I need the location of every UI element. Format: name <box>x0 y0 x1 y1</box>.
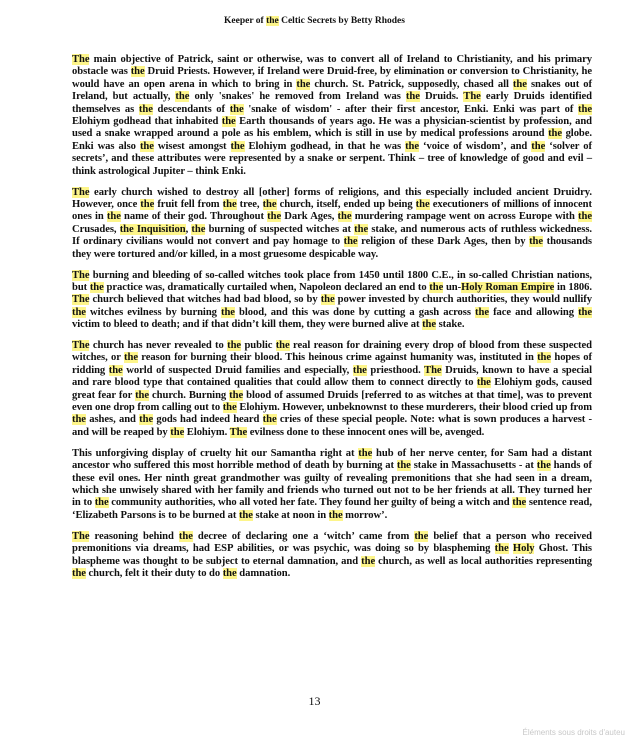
page-number: 13 <box>308 694 321 708</box>
search-highlight: the <box>130 66 145 78</box>
search-highlight: the <box>222 402 237 414</box>
search-highlight: the <box>578 211 592 223</box>
search-highlight: the <box>531 140 546 152</box>
search-highlight: the <box>191 223 206 235</box>
search-highlight: the <box>222 198 237 210</box>
search-highlight: the <box>238 509 253 521</box>
search-highlight: the <box>72 567 86 579</box>
search-highlight: the <box>475 306 489 318</box>
search-highlight: the <box>89 281 104 293</box>
search-highlight: the <box>178 530 193 542</box>
search-highlight: the <box>267 211 282 223</box>
search-highlight: The <box>72 54 90 65</box>
search-highlight: the <box>135 389 150 401</box>
search-highlight: the <box>230 140 245 152</box>
search-highlight: The <box>229 426 248 438</box>
search-highlight: the <box>227 340 242 352</box>
search-highlight: the <box>414 530 429 542</box>
search-highlight: the <box>537 352 552 364</box>
search-highlight: the <box>229 389 244 401</box>
search-highlight: the <box>578 306 593 318</box>
paragraph: The early church wished to destroy all [other] forms of religions, and this especially included ancient Druidry. However, once the fruit fell from the tree, the church, itself, ended up being the executioners of millions of innocent ones in the name of their god. Throughout the Dark Ages, the murdering rampage went on across Europe with the Crusades, the Inquisition, the burning of suspected witches at the stake, and numerous acts of ruthless wickedness. If ordinary civilians would not convert and pay homage to the religion of these Dark Ages, then by the thousands they were tortured and/or killed, in a most gruesome despicable way. <box>72 186 592 260</box>
search-highlight: the <box>229 103 244 115</box>
search-highlight: the <box>343 236 358 248</box>
search-highlight: the <box>578 103 592 115</box>
search-highlight: the <box>361 555 376 567</box>
search-highlight: the <box>405 91 420 103</box>
copyright-footer: Éléments sous droits d'auteu <box>522 728 625 737</box>
paragraph: The burning and bleeding of so-called witches took place from 1450 until 1800 C.E., in so-called Christian nations, but the practice was, dramatically curtailed when, Napoleon declared an end to the un-Holy Roman Empire in 1806. The church believed that witches had bad blood, so by the power invested by church authorities, they would nullify the witches evilness by burning the blood, and this was done by cutting a gash across the face and allowing the victim to bleed to death; and if that didn’t kill them, they were burned alive at the stake. <box>72 269 593 331</box>
search-highlight: the <box>138 103 153 115</box>
search-highlight: the <box>415 198 430 210</box>
search-highlight: The <box>424 364 442 376</box>
search-highlight: the <box>296 78 311 90</box>
search-highlight: the <box>266 16 279 26</box>
search-highlight: the <box>429 281 444 293</box>
search-highlight: the <box>94 497 109 509</box>
search-highlight: the <box>529 236 544 248</box>
search-highlight: The <box>72 186 90 198</box>
paragraph: The reasoning behind the decree of declaring one a ‘witch’ came from the belief that a person who received premonitions via dreams, had ESP abilities, or was psychic, was doing so by blaspheming the Holy Ghost. This blaspheme was thought to be subject to eternal damnation, and the church, as well as local authorities representing the church, felt it their duty to do the damnation. <box>72 530 593 579</box>
header-text: Celtic Secrets by Betty Rhodes <box>278 16 405 26</box>
search-highlight: the <box>72 306 86 318</box>
search-highlight: the <box>512 497 527 509</box>
search-highlight: Holy Roman Empire <box>461 281 555 293</box>
search-highlight: the <box>222 567 237 579</box>
search-highlight: the <box>328 509 343 521</box>
search-highlight: the <box>221 306 235 318</box>
search-highlight: the <box>358 447 373 459</box>
header-text: Keeper of <box>224 16 267 26</box>
search-highlight: the <box>512 78 527 90</box>
search-highlight: the <box>396 460 411 472</box>
search-highlight: the <box>337 211 352 223</box>
search-highlight: the <box>536 460 551 472</box>
body-text <box>72 54 592 589</box>
search-highlight: the <box>124 352 138 364</box>
search-highlight: the <box>354 223 369 235</box>
search-highlight: the <box>476 377 491 389</box>
search-highlight: the <box>548 128 563 140</box>
paragraph: The main objective of Patrick, saint or otherwise, was to convert all of Ireland to Christianity, and his primary obstacle was the Druid Priests. However, if Ireland were Druid-free, by elimination or conversion to Christianity, he would have an open arena in which to bring in the church. St. Patrick, supposedly, chased all the snakes out of Ireland, but actually, the only 'snakes' he removed from Ireland was the Druids. The early Druids identified themselves as the descendants of the 'snake of wisdom' - after their first ancestor, Enki. Enki was part of the Elohiym godhead that inhabited the Earth thousands of years ago. He was a physician-scientist by profession, and used a snake wrapped around a pole as his emblem, which is still in use by medical professions around the globe. Enki was also the wisest amongst the Elohiym godhead, in that he was the ‘voice of wisdom’, and the ‘solver of secrets’, and these attributes were represented by a snake or serpent. Think – tree of knowledge of good and evil – think astrological Jupiter – think Enki. <box>72 54 592 177</box>
search-highlight: the <box>108 364 123 376</box>
search-highlight: the <box>139 414 154 426</box>
running-header <box>0 16 629 26</box>
search-highlight: the <box>422 319 437 331</box>
search-highlight: The <box>72 340 90 352</box>
search-highlight: the <box>175 91 190 103</box>
search-highlight: the <box>139 140 154 152</box>
search-highlight: the Inquisition <box>119 223 186 235</box>
search-highlight: the <box>221 116 236 128</box>
search-highlight: the <box>170 426 185 438</box>
search-highlight: the <box>275 340 290 352</box>
search-highlight: The <box>72 530 90 542</box>
search-highlight: the <box>352 364 367 376</box>
paragraph: This unforgiving display of cruelty hit our Samantha right at the hub of her nerve center, for Sam had a distant ancestor who suffered this most horrible method of death by burning at the stake in Massachusetts - at the hands of these evil ones. Her ninth great grandmother was guilty of revealing premonitions that she had seen in a dream, which she unwisely shared with her family and friends who turned out not to be her friends at all. They turned her in to the community authorities, who all voted her fate. They found her guilty of being a witch and the sentence read, ‘Elizabeth Parsons is to be burned at the stake at noon in the morrow’. <box>72 447 592 521</box>
search-highlight: the <box>262 198 277 210</box>
search-highlight: The <box>463 91 481 103</box>
search-highlight: the <box>320 294 335 306</box>
search-highlight: The <box>72 294 90 306</box>
paragraph: The church has never revealed to the public the real reason for draining every drop of blood from these suspected witches, or the reason for burning their blood. This heinous crime against humanity was, instituted in the hopes of ridding the world of suspected Druid families and especially, the priesthood. The Druids, known to have a special and rare blood type that contained qualities that could allow them to connect directly to the Elohiym gods, caused great fear for the church. Burning the blood of assumed Druids [referred to as witches at that time], was to prevent even one drop from calling out to the Elohiym. However, unbeknownst to these murderers, their blood cried up from the ashes, and the gods had indeed heard the cries of these special people. Note: what is sown produces a harvest - and will be reaped by the Elohiym. The evilness done to these innocent ones will be, avenged. <box>72 340 593 438</box>
search-highlight: the <box>106 211 121 223</box>
search-highlight: the <box>494 543 509 555</box>
search-highlight: Holy <box>512 543 535 555</box>
search-highlight: the <box>140 198 155 210</box>
search-highlight: the <box>405 140 420 152</box>
search-highlight: The <box>72 269 90 281</box>
search-highlight: the <box>262 414 277 426</box>
search-highlight: the <box>72 414 86 426</box>
